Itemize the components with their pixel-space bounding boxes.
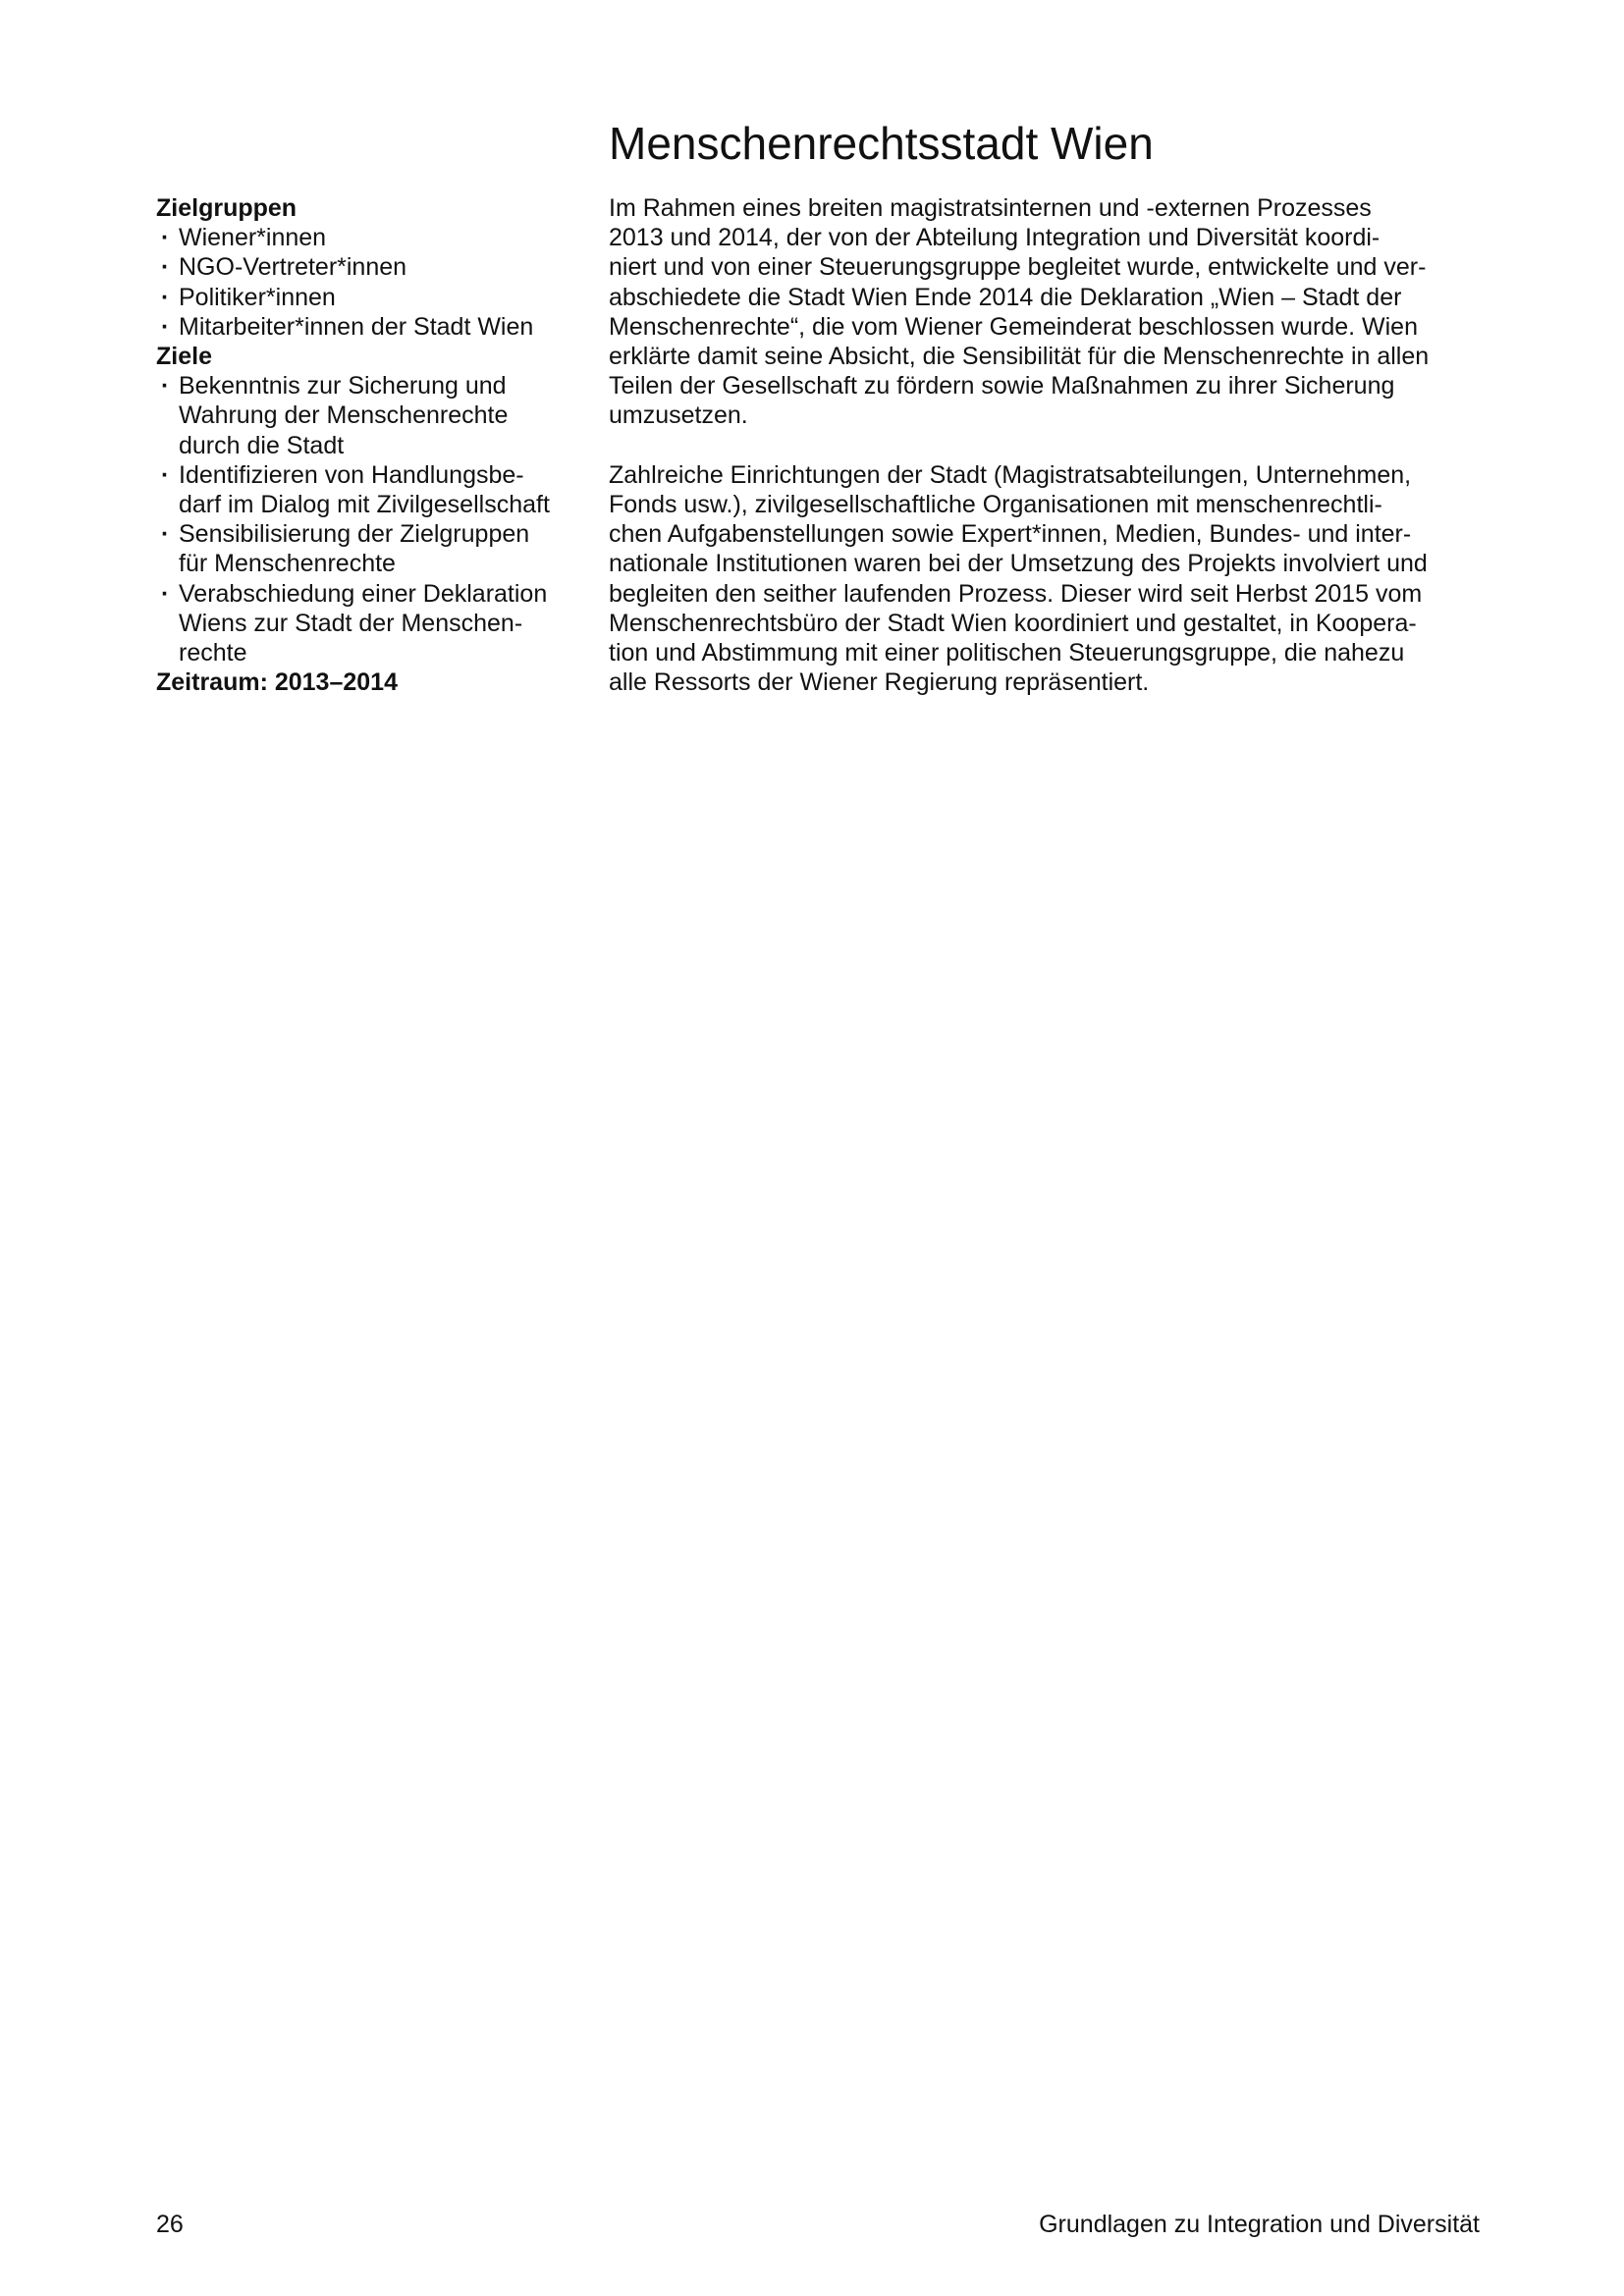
list-item: · Identifizieren von Handlungsbe- darf im Dialog mit Zivilgesellschaft	[156, 460, 588, 519]
list-item: · Verabschiedung einer Deklaration Wiens zur Stadt der Menschen- rechte	[156, 579, 588, 668]
list-item: · NGO-Vertreter*innen	[156, 252, 588, 282]
zielgruppen-heading: Zielgruppen	[156, 194, 298, 222]
body-text	[609, 193, 1492, 727]
zeitraum-label: Zeitraum: 2013–2014	[156, 668, 398, 697]
list-item: · Wiener*innen	[156, 223, 588, 252]
list-item: · Mitarbeiter*innen der Stadt Wien	[156, 312, 588, 342]
page-title: Menschenrechtsstadt Wien	[609, 118, 1154, 169]
body-paragraph: Im Rahmen eines breiten magistratsinternen und -externen Prozesses 2013 und 2014, der von der Abteilung Integration und Diversität koordi- niert und von einer Steuerungsgruppe begleitet wurde, entwickelte und ver- abschiedete die Stadt Wien Ende 2014 die Deklaration „Wien – Stadt der Menschenrechte“, die vom Wiener Gemeinderat beschlossen wurde. Wien erklärte damit seine Absicht, die Sensibilität für die Menschenrechte in allen Teilen der Gesellschaft zu fördern sowie Maßnahmen zu ihrer Sicherung umzusetzen.	[609, 194, 1430, 430]
list-item: · Sensibilisierung der Zielgruppen für Menschenrechte	[156, 519, 588, 578]
body-paragraph: Zahlreiche Einrichtungen der Stadt (Magistratsabteilungen, Unternehmen, Fonds usw.), zivilgesellschaftliche Organisationen mit menschenrechtli- chen Aufgabenstellungen sowie Expert*innen, Medien, Bundes- und inter- nationale Institutionen waren bei der Umsetzung des Projekts involviert und begleiten den seither laufenden Prozess. Dieser wird seit Herbst 2015 vom Menschenrechtsbüro der Stadt Wien koordiniert und gestaltet, in Koopera- tion und Abstimmung mit einer politischen Steuerungsgruppe, die nahezu alle Ressorts der Wiener Regierung repräsentiert.	[609, 460, 1428, 697]
page-number: 26	[156, 2211, 184, 2238]
footer-section-title: Grundlagen zu Integration und Diversität	[1039, 2211, 1480, 2238]
ziele-list	[156, 371, 588, 667]
ziele-heading: Ziele	[156, 343, 212, 371]
list-item: · Bekenntnis zur Sicherung und Wahrung der Menschenrechte durch die Stadt	[156, 371, 588, 460]
zielgruppen-list	[156, 223, 588, 342]
info-sidebar	[156, 193, 588, 697]
list-item: · Politiker*innen	[156, 283, 588, 312]
